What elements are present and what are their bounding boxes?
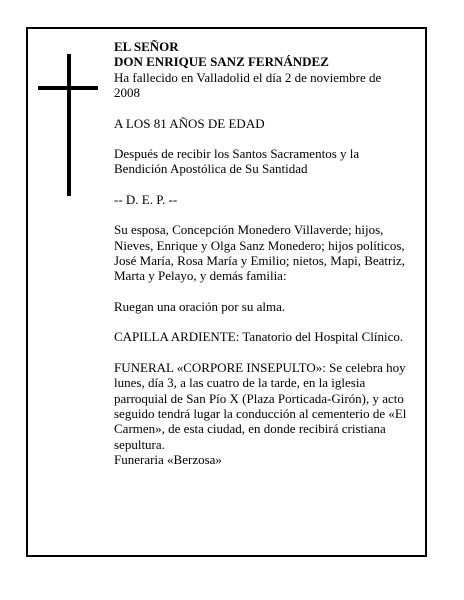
death-info-line: Ha fallecido en Valladolid el día 2 de noviembre de [114, 69, 382, 85]
cross-horizontal-bar [38, 86, 98, 90]
funeral-line: lunes, día 3, a las cuatro de la tarde, en la iglesia [114, 375, 366, 391]
family-line: Marta y Pelayo, y demás familia: [114, 268, 287, 284]
prayer-line: Ruegan una oración por su alma. [114, 298, 286, 314]
sacraments-line: Después de recibir los Santos Sacramentos y la [114, 146, 360, 162]
funeral-line: FUNERAL «CORPORE INSEPULTO»: Se celebra hoy [114, 359, 406, 375]
obituary-text [114, 39, 424, 468]
cross-vertical-bar [67, 54, 71, 196]
funeral-line: parroquial de San Pío X (Plaza Porticada-Girón), y acto [114, 390, 404, 406]
death-info-line: 2008 [114, 85, 140, 101]
funeral-line: Carmen», de esta ciudad, en donde recibirá cristiana [114, 421, 386, 437]
chapel-line: CAPILLA ARDIENTE: Tanatorio del Hospital Clínico. [114, 329, 404, 345]
sacraments-line: Bendición Apostólica de Su Santidad [114, 161, 308, 177]
deceased-name: DON ENRIQUE SANZ FERNÁNDEZ [114, 54, 329, 70]
funeral-line: sepultura. [114, 436, 165, 452]
family-line: Nieves, Enrique y Olga Sanz Monedero; hijos políticos, [114, 237, 405, 253]
funeral-line: seguido tendrá lugar la conducción al cementerio de «El [114, 405, 407, 421]
family-line: Su esposa, Concepción Monedero Villaverde; hijos, [114, 222, 384, 238]
family-line: José María, Rosa María y Emilio; nietos, Mapi, Beatriz, [114, 253, 405, 269]
funeral-home-line: Funeraria «Berzosa» [114, 452, 222, 468]
title-line: EL SEÑOR [114, 39, 179, 54]
age-line: A LOS 81 AÑOS DE EDAD [114, 115, 265, 131]
rip-line: -- D. E. P. -- [114, 191, 178, 207]
